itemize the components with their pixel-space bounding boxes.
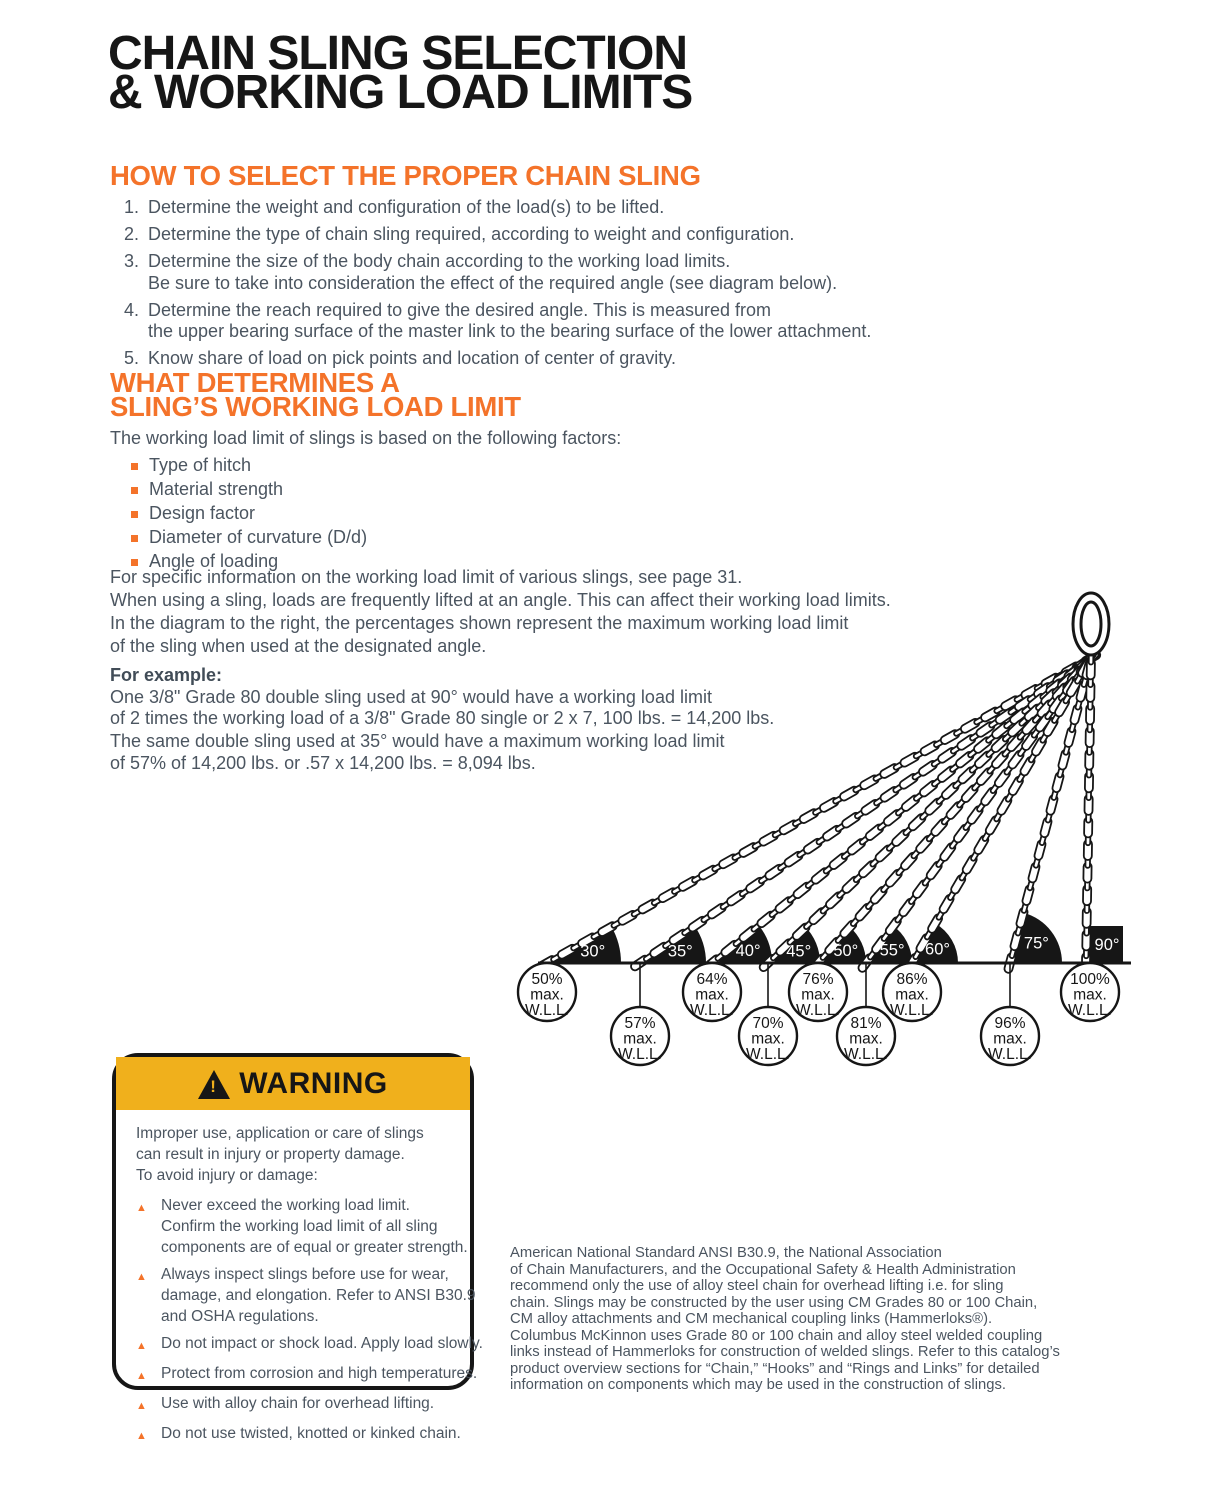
factor-label: Design factor [149, 503, 256, 524]
step-number: 4. [124, 299, 140, 320]
master-link-hole [1081, 602, 1101, 646]
text-line: the upper bearing surface of the master link to the bearing surface of the lower attachment. [148, 321, 872, 341]
step-number: 3. [124, 251, 140, 271]
square-bullet-icon [131, 535, 138, 542]
angle-label: 60° [925, 940, 950, 959]
text-line: product overview sections for “Chain,” “Hooks” and “Rings and Links” for detailed [510, 1360, 1040, 1377]
text-line: One 3/8" Grade 80 double sling used at 90° would have a working load limit [110, 686, 712, 707]
selection-step [124, 224, 984, 246]
text-line: Do not use twisted, knotted or kinked chain. [161, 1425, 461, 1442]
text-line: For specific information on the working load limit of various slings, see page 31. [110, 567, 743, 587]
wll-percentage-text: 70% max. W.L.L. [746, 1015, 790, 1063]
angle-label: 75° [1023, 934, 1049, 953]
text-line: Columbus McKinnon uses Grade 80 or 100 chain and alloy steel welded coupling [510, 1327, 1043, 1344]
text-line: Be sure to take into consideration the effect of the required angle (see diagram below). [148, 272, 838, 293]
text-line: CM alloy attachments and CM mechanical coupling links (Hammerloks®). [510, 1311, 993, 1327]
selection-steps-list [124, 197, 984, 375]
selection-step [124, 251, 984, 294]
angle-label: 50° [833, 942, 859, 960]
step-text [148, 224, 794, 246]
heading-line1: WHAT DETERMINES A [110, 367, 400, 398]
warning-triangle-icon [198, 1070, 230, 1099]
warning-body [116, 1110, 483, 1447]
selection-step [124, 197, 984, 219]
ansi-note [510, 1245, 1120, 1394]
text-line: Always inspect slings before use for wear, [161, 1266, 449, 1283]
wll-percentage-text: 57% max. W.L.L. [618, 1015, 662, 1063]
angle-label: 45° [786, 942, 812, 961]
selection-step [124, 300, 984, 343]
text-line: Improper use, application or care of slings [136, 1125, 424, 1142]
triangle-bullet-icon: ▲ [136, 1271, 147, 1283]
warning-bullet-text [161, 1393, 434, 1417]
warning-bullet-item [136, 1423, 461, 1447]
warning-bullet-item [136, 1363, 478, 1387]
text-line: Know share of load on pick points and location of center of gravity. [148, 348, 676, 368]
square-bullet-icon [131, 559, 138, 566]
factor-item [131, 526, 367, 550]
page-title-line2: & WORKING LOAD LIMITS [108, 66, 693, 119]
warning-bullet-text [161, 1363, 477, 1387]
triangle-bullet-icon: ▲ [136, 1400, 147, 1412]
wll-percentage-text: 76% max. W.L.L. [796, 971, 840, 1019]
text-line: damage, and elongation. Refer to ANSI B30.9 [161, 1287, 476, 1304]
wll-percentage-text: 50% max. W.L.L. [525, 971, 569, 1019]
text-line: To avoid injury or damage: [136, 1167, 318, 1184]
angle-label: 55° [879, 941, 905, 960]
square-bullet-icon [131, 511, 138, 518]
text-line: chain. Slings may be constructed by the user using CM Grades 80 or 100 Chain, [510, 1294, 1038, 1311]
factor-item [131, 502, 367, 526]
factor-label: Angle of loading [149, 551, 279, 572]
square-bullet-icon [131, 487, 138, 494]
step-text [148, 300, 871, 343]
text-line: Determine the weight and configuration of the load(s) to be lifted. [148, 197, 665, 217]
triangle-bullet-icon: ▲ [136, 1430, 147, 1442]
factor-label: Type of hitch [149, 455, 252, 476]
warning-exclamation-glyph: ! [210, 1077, 216, 1096]
wll-percentage-text: 96% max. W.L.L. [988, 1015, 1032, 1063]
section-heading-how-to-select: HOW TO SELECT THE PROPER CHAIN SLING [110, 160, 701, 191]
warning-bullet-item [136, 1264, 476, 1327]
wll-percentage-text: 81% max. W.L.L. [844, 1015, 888, 1063]
angle-label: 35° [667, 942, 693, 961]
factors-list [131, 454, 367, 574]
angle-label: 40° [735, 941, 761, 960]
text-line: Determine the size of the body chain according to the working load limits. [148, 251, 731, 271]
text-line: Determine the reach required to give the desired angle. This is measured from [148, 299, 771, 320]
text-line: Use with alloy chain for overhead lifting. [161, 1395, 435, 1412]
text-line: can result in injury or property damage. [136, 1146, 405, 1163]
step-number: 2. [124, 224, 140, 244]
text-line: Never exceed the working load limit. [161, 1197, 410, 1214]
wll-percentage-text: 86% max. W.L.L. [890, 971, 934, 1019]
warning-title: WARNING [239, 1066, 388, 1100]
text-line: When using a sling, loads are frequently lifted at an angle. This can affect their working load limits. [110, 590, 891, 610]
warning-bullet-item [136, 1333, 483, 1357]
text-line: American National Standard ANSI B30.9, the National Association [510, 1245, 942, 1261]
text-line: of 2 times the working load of a 3/8" Grade 80 single or 2 x 7, 100 lbs. = 14,200 lbs. [110, 708, 775, 728]
factor-label: Material strength [149, 479, 284, 500]
factors-intro: The working load limit of slings is based on the following factors: [110, 428, 622, 448]
warning-box [112, 1053, 483, 1442]
wll-percentage-text: 100% max. W.L.L. [1068, 971, 1112, 1019]
text-line: recommend only the use of alloy steel chain for overhead lifting i.e. for sling [510, 1278, 1004, 1294]
text-line: and OSHA regulations. [161, 1308, 319, 1325]
warning-bullet-text [161, 1195, 468, 1258]
text-line: of Chain Manufacturers, and the Occupational Safety & Health Administration [510, 1261, 1016, 1278]
text-line: In the diagram to the right, the percentages shown represent the maximum working load limit [110, 613, 849, 633]
text-line: components are of equal or greater strength. [161, 1239, 468, 1256]
square-bullet-icon [131, 463, 138, 470]
triangle-bullet-icon: ▲ [136, 1370, 147, 1382]
warning-intro [136, 1123, 454, 1186]
step-text [148, 251, 837, 294]
page-title-line1: CHAIN SLING SELECTION [108, 27, 688, 80]
warning-bullet-item [136, 1195, 468, 1258]
wll-percentage-text: 64% max. W.L.L. [690, 971, 734, 1019]
text-line: Protect from corrosion and high temperatures. [161, 1365, 478, 1382]
warning-bullet-text [161, 1333, 483, 1357]
heading-line2: SLING’S WORKING LOAD LIMIT [110, 391, 521, 422]
factor-item [131, 478, 367, 502]
text-line: Confirm the working load limit of all sling [161, 1218, 438, 1235]
text-line: Do not impact or shock load. Apply load slowly. [161, 1335, 483, 1352]
example-label: For example: [110, 665, 223, 685]
triangle-bullet-icon: ▲ [136, 1340, 147, 1352]
text-line: The same double sling used at 35° would have a maximum working load limit [110, 731, 725, 751]
text-line: of 57% of 14,200 lbs. or .57 x 14,200 lbs. = 8,094 lbs. [110, 752, 536, 773]
angle-label: 90° [1094, 936, 1120, 954]
warning-bullet-item [136, 1393, 454, 1417]
page-title [108, 27, 693, 119]
warning-bullet-text [161, 1264, 476, 1327]
factor-label: Diameter of curvature (D/d) [149, 527, 368, 548]
warning-bullet-text [161, 1423, 461, 1447]
text-line: Determine the type of chain sling required, according to weight and configuration. [148, 224, 795, 244]
step-number: 1. [124, 197, 140, 217]
section-heading-what-determines [110, 367, 521, 422]
text-line: of the sling when used at the designated angle. [110, 636, 487, 656]
triangle-bullet-icon: ▲ [136, 1202, 147, 1214]
warning-header [116, 1057, 470, 1110]
step-text [148, 197, 664, 219]
step-number: 5. [124, 348, 140, 368]
angle-label: 30° [580, 942, 606, 961]
text-line: links instead of Hammerloks for construction of welded slings. Refer to this catalog’s [510, 1344, 1060, 1360]
text-line: information on components which may be used in the construction of slings. [510, 1377, 1006, 1393]
factor-item [131, 454, 367, 478]
sling-angle-diagram [500, 565, 1180, 1110]
